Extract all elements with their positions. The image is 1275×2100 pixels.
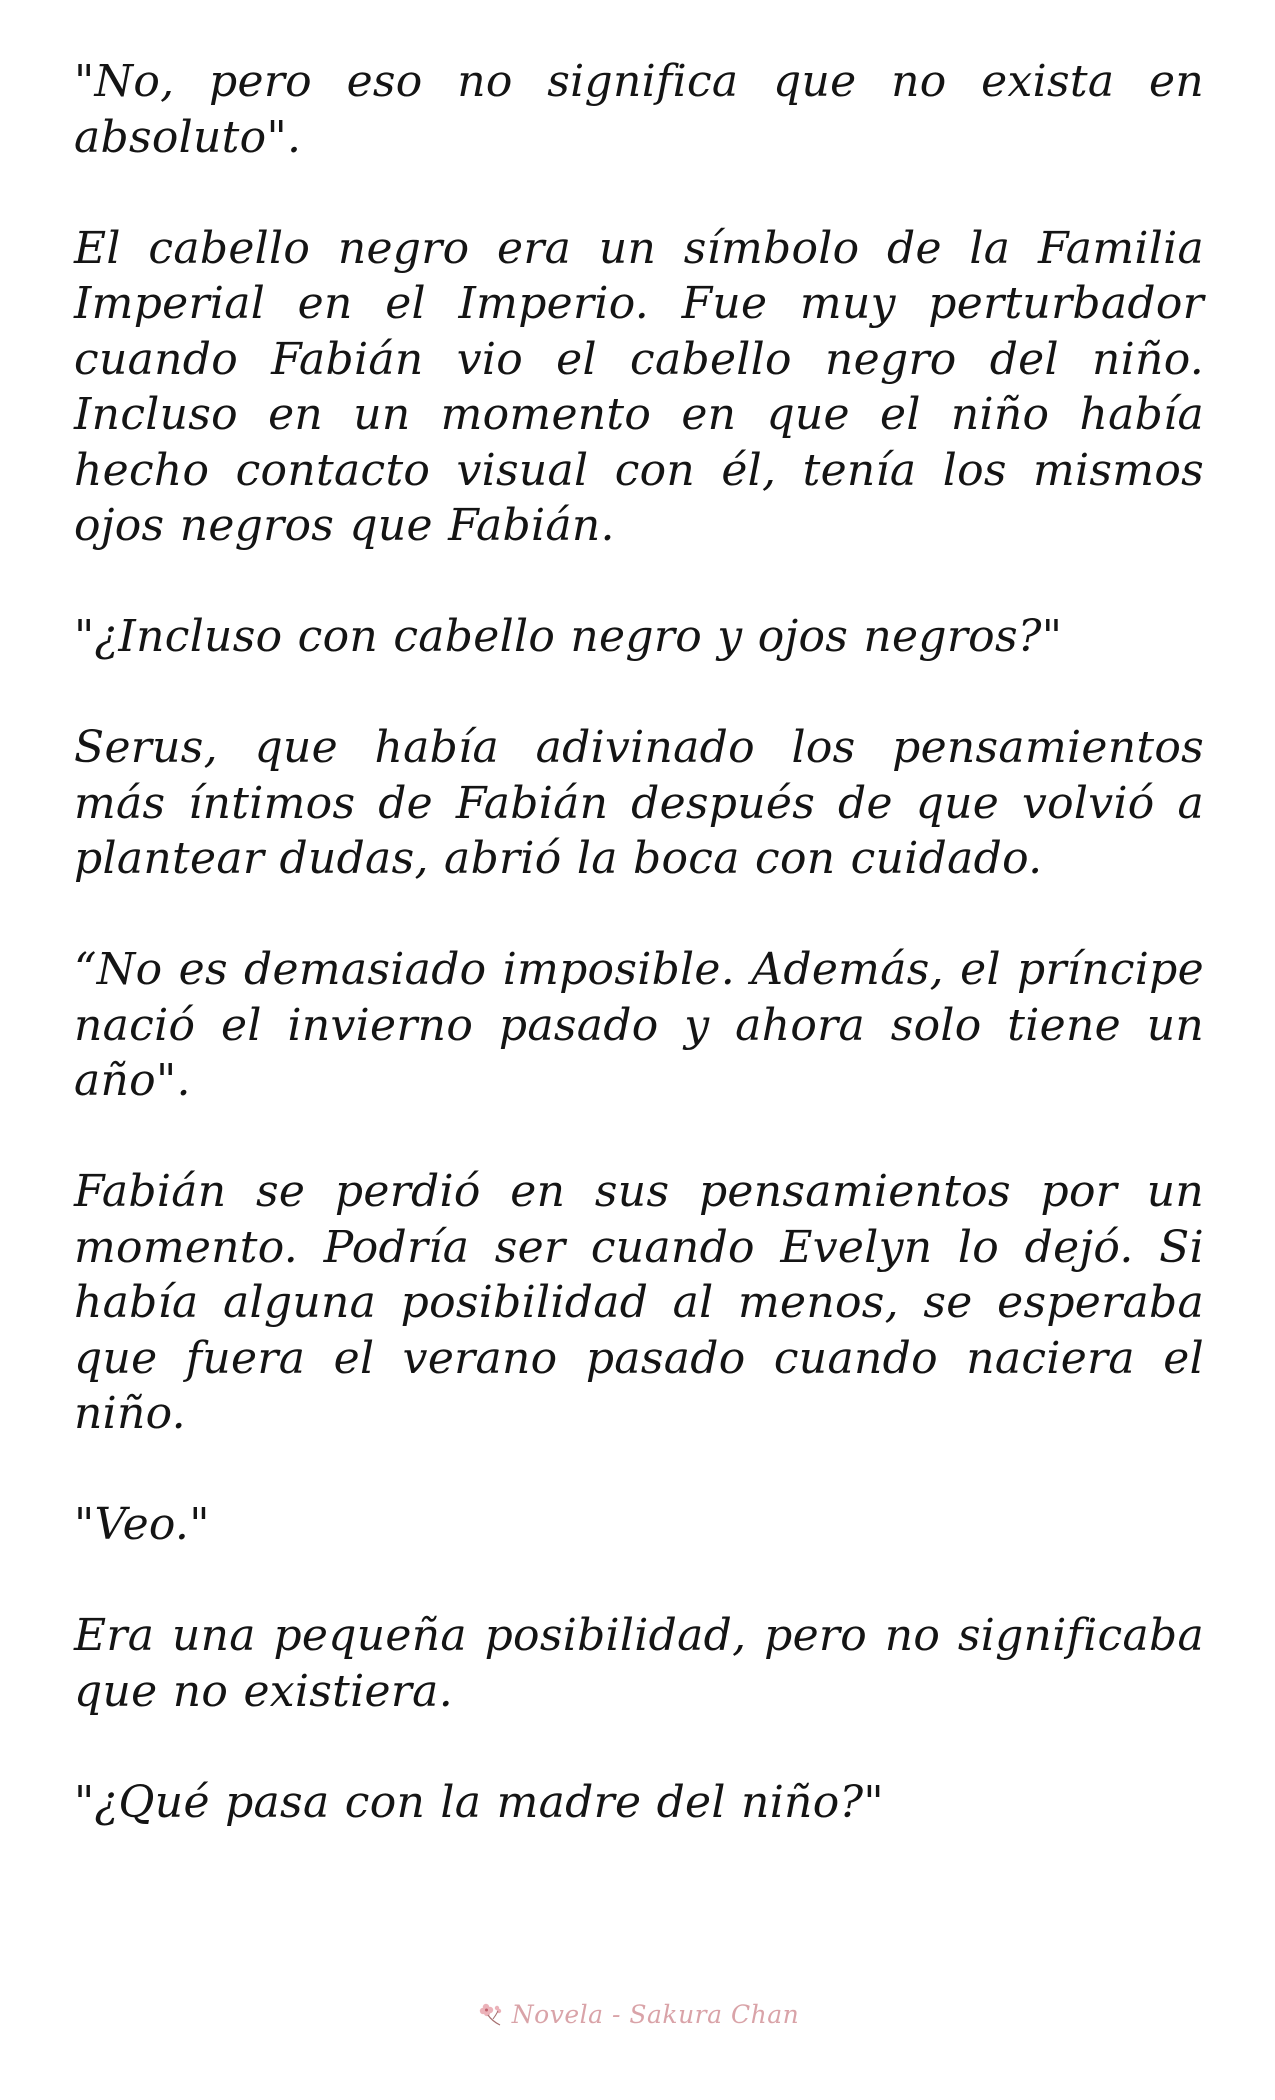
- paragraph-9: "¿Qué pasa con la madre del niño?": [74, 1776, 884, 1828]
- watermark-text: Novela - Sakura Chan: [511, 1999, 800, 2029]
- paragraph-2: El cabello negro era un símbolo de la Familia Imperial en el Imperio. Fue muy perturbador cuando Fabián vio el cabello negro del niño. Incluso en un momento en que el niño había hecho contacto visual con él, tenía los mismos ojos negros que Fabián.: [74, 222, 1204, 551]
- paragraph-4: Serus, que había adivinado los pensamientos más íntimos de Fabián después de que volvió a plantear dudas, abrió la boca con cuidado.: [74, 722, 1204, 884]
- cherry-blossom-icon: [476, 1999, 506, 2029]
- document-body: [74, 54, 1204, 1886]
- paragraph-3: "¿Incluso con cabello negro y ojos negros?": [74, 611, 1063, 662]
- paragraph-8: Era una pequeña posibilidad, pero no significaba que no existiera.: [74, 1610, 1204, 1717]
- watermark-footer: [0, 1994, 1275, 2034]
- paragraph-6: Fabián se perdió en sus pensamientos por un momento. Podría ser cuando Evelyn lo dejó. Si había alguna posibilidad al menos, se esperaba que fuera el verano pasado cuando naciera el niño.: [74, 1166, 1204, 1439]
- paragraph-5: “No es demasiado imposible. Además, el príncipe nació el invierno pasado y ahora solo tiene un año".: [74, 944, 1204, 1106]
- paragraph-7: "Veo.": [74, 1499, 210, 1550]
- watermark: [476, 1999, 799, 2029]
- paragraph-1: "No, pero eso no significa que no exista en absoluto".: [74, 56, 1204, 163]
